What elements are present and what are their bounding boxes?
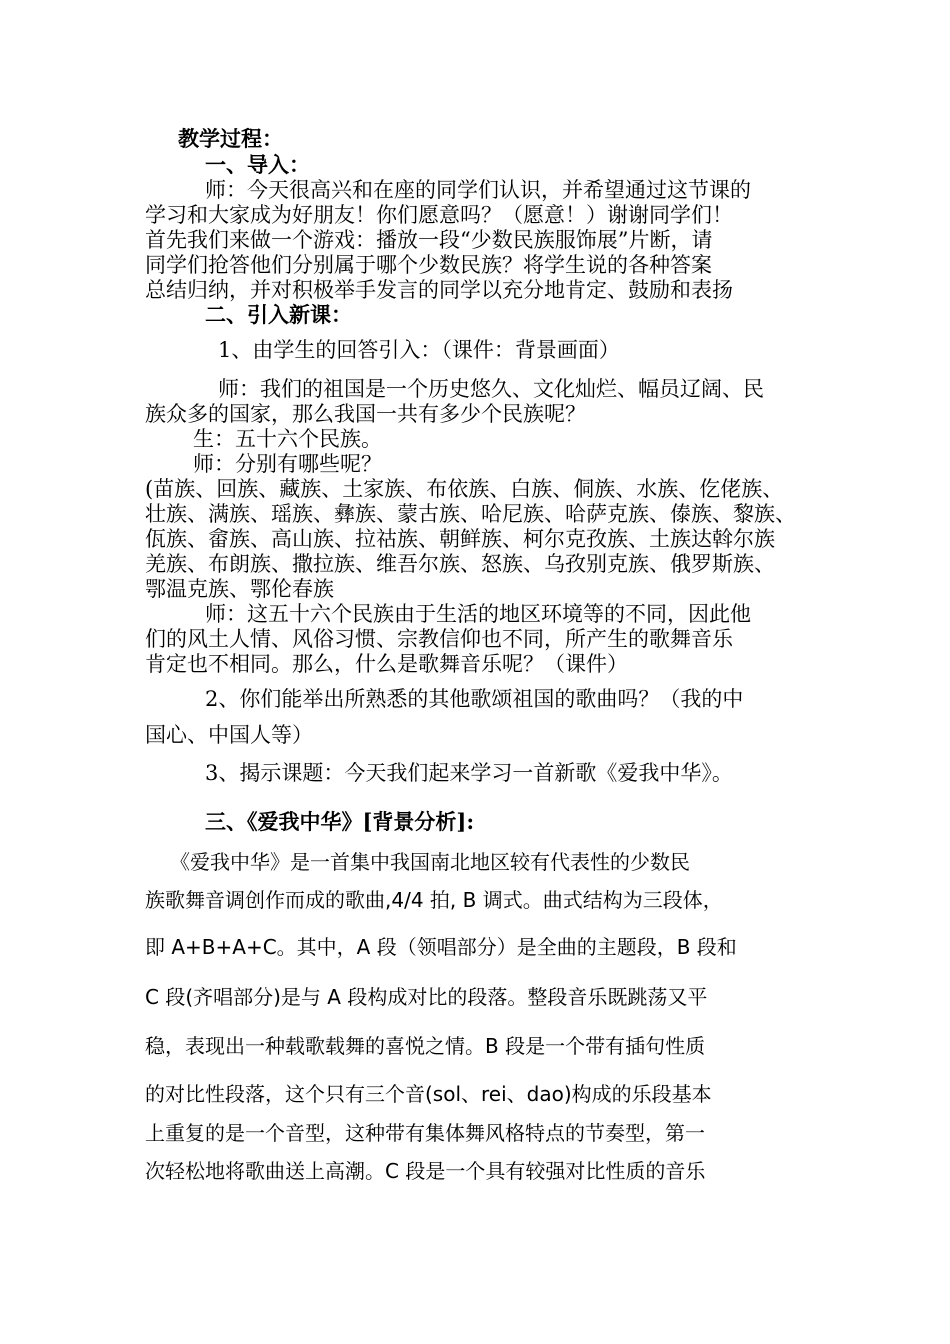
section-3-line: 族歌舞音调创作而成的歌曲,4/4 拍, B 调式。曲式结构为三段体，	[145, 888, 723, 912]
section-2-item-3: 3、揭示课题：今天我们起来学习一首新歌《爱我中华》。	[205, 761, 733, 785]
section-1-line: 总结归纳，并对积极举手发言的同学以充分地肯定、鼓励和表扬	[145, 278, 733, 302]
teacher-line: 师：这五十六个民族由于生活的地区环境等的不同，因此他	[205, 602, 751, 626]
section-3-line: 即 A+B+A+C。其中，A 段（领唱部分）是全曲的主题段，B 段和	[145, 935, 737, 959]
section-2-item-1: 1、由学生的回答引入：（课件：背景画面）	[218, 338, 620, 362]
section-3-line: 上重复的是一个音型，这种带有集体舞风格特点的节奏型，第一	[145, 1121, 705, 1145]
section-1-line: 学习和大家成为好朋友！你们愿意吗？（愿意！）谢谢同学们！	[145, 203, 733, 227]
section-1-title: 一、导入：	[205, 152, 310, 177]
teacher-line: 师：分别有哪些呢？	[193, 452, 382, 476]
section-1-line: 师：今天很高兴和在座的同学们认识，并希望通过这节课的	[205, 178, 751, 202]
section-3-title: 三、《爱我中华》[背景分析]:	[205, 809, 475, 834]
ethnic-list-line: (苗族、回族、藏族、土家族、布依族、白族、侗族、水族、仡佬族、	[145, 477, 784, 501]
page-heading: 教学过程：	[178, 126, 283, 151]
teacher-line: 肯定也不相同。那么，什么是歌舞音乐呢？（课件）	[145, 652, 628, 676]
teacher-line: 族众多的国家，那么我国一共有多少个民族呢？	[145, 402, 586, 426]
section-1-line: 同学们抢答他们分别属于哪个少数民族？将学生说的各种答案	[145, 253, 712, 277]
ethnic-list-line: 羌族、布朗族、撒拉族、维吾尔族、怒族、乌孜别克族、俄罗斯族、	[145, 552, 775, 576]
teacher-line: 师：我们的祖国是一个历史悠久、文化灿烂、幅员辽阔、民	[218, 377, 764, 401]
teacher-line: 们的风土人情、风俗习惯、宗教信仰也不同，所产生的歌舞音乐	[145, 627, 733, 651]
section-3-line: 次轻松地将歌曲送上高潮。C 段是一个具有较强对比性质的音乐	[145, 1159, 706, 1183]
section-3-line: 《爱我中华》是一首集中我国南北地区较有代表性的少数民	[170, 850, 690, 874]
section-2-item-2: 2、你们能举出所熟悉的其他歌颂祖国的歌曲吗？（我的中	[205, 687, 744, 711]
ethnic-list-line: 鄂温克族、鄂伦春族	[145, 577, 334, 601]
section-2-title: 二、引入新课：	[205, 302, 352, 327]
section-1-line: 首先我们来做一个游戏：播放一段“少数民族服饰展”片断，请	[145, 228, 713, 252]
section-3-line: 稳，表现出一种载歌载舞的喜悦之情。B 段是一个带有插句性质	[145, 1034, 706, 1058]
ethnic-list-line: 佤族、畲族、高山族、拉祜族、朝鲜族、柯尔克孜族、土族达斡尔族	[145, 527, 775, 551]
student-line: 生：五十六个民族。	[193, 427, 382, 451]
section-2-item-2-cont: 国心、中国人等）	[145, 723, 313, 747]
ethnic-list-line: 壮族、满族、瑶族、彝族、蒙古族、哈尼族、哈萨克族、傣族、黎族、	[145, 502, 796, 526]
section-3-line: C 段(齐唱部分)是与 A 段构成对比的段落。整段音乐既跳荡又平	[145, 985, 708, 1009]
section-3-line: 的对比性段落，这个只有三个音(sol、rei、dao)构成的乐段基本	[145, 1082, 712, 1106]
